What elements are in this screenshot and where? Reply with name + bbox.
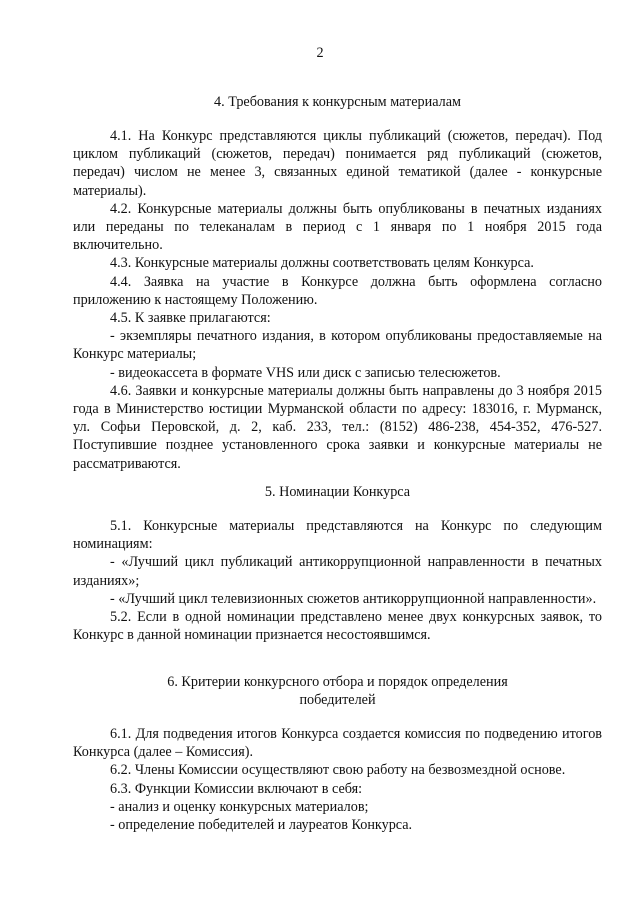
clause-6-3: 6.3. Функции Комиссии включают в себя: [110, 780, 363, 797]
clause-4-1: 4.1. На Конкурс представляются циклы публикаций (сюжетов, передач). Под циклом публикаций (сюжетов, передач) понимается ряд публикаций (сюжетов, передач) числом не менее 3, связанных единой тематикой (далее - конкурсные материалы). [73, 128, 602, 199]
section-4-title: 4. Требования к конкурсным материалам [214, 94, 461, 110]
list-item: - «Лучший цикл телевизионных сюжетов антикоррупционной направленности». [110, 590, 597, 607]
clause-5-1: 5.1. Конкурсные материалы представляются на Конкурс по следующим номинациям: [73, 518, 602, 553]
list-item: - анализ и оценку конкурсных материалов; [110, 798, 369, 815]
section-5-title: 5. Номинации Конкурса [264, 484, 411, 500]
clause-4-2: 4.2. Конкурсные материалы должны быть опубликованы в печатных изданиях или переданы по телеканалам в период с 1 января по 1 ноября 2015 года включительно. [73, 200, 602, 254]
clause-6-2: 6.2. Члены Комиссии осуществляют свою работу на безвозмездной основе. [110, 762, 566, 779]
list-item: - видеокассета в формате VHS или диск с записью телесюжетов. [110, 364, 501, 381]
list-item: - «Лучший цикл публикаций антикоррупционной направленности в печатных изданиях»; [73, 554, 602, 589]
page-number: 2 [316, 45, 324, 61]
clause-4-4: 4.4. Заявка на участие в Конкурсе должна быть оформлена согласно приложению к настоящему Положению. [73, 273, 602, 308]
section-6-title [73, 673, 602, 709]
section-6-title-line-1: 6. Критерии конкурсного отбора и порядок определения [167, 674, 508, 690]
clause-4-5: 4.5. К заявке прилагаются: [110, 310, 271, 327]
clause-4-6: 4.6. Заявки и конкурсные материалы должны быть направлены до 3 ноября 2015 года в Министерство юстиции Мурманской области по адресу: 183016, г. Мурманск, ул. Софьи Перовской, д. 2, каб. 233, тел.: (8152) 486-238, 454-352, 476-527. Поступившие позднее установленного срока заявки и конкурсные материалы не рассматриваются. [73, 382, 602, 472]
section-6-title-line-2: победителей [299, 692, 376, 709]
clause-6-1: 6.1. Для подведения итогов Конкурса создается комиссия по подведению итогов Конкурса (далее – Комиссия). [73, 726, 602, 761]
clause-5-2: 5.2. Если в одной номинации представлено менее двух конкурсных заявок, то Конкурс в данной номинации признается несостоявшимся. [73, 609, 602, 644]
section-6-body [73, 725, 602, 834]
clause-4-3: 4.3. Конкурсные материалы должны соответствовать целям Конкурса. [110, 255, 534, 272]
list-item: - экземпляры печатного издания, в котором опубликованы предоставляемые на Конкурс материалы; [73, 328, 602, 363]
section-4-body [73, 127, 602, 473]
list-item: - определение победителей и лауреатов Конкурса. [110, 817, 413, 834]
section-5-body [73, 517, 602, 644]
